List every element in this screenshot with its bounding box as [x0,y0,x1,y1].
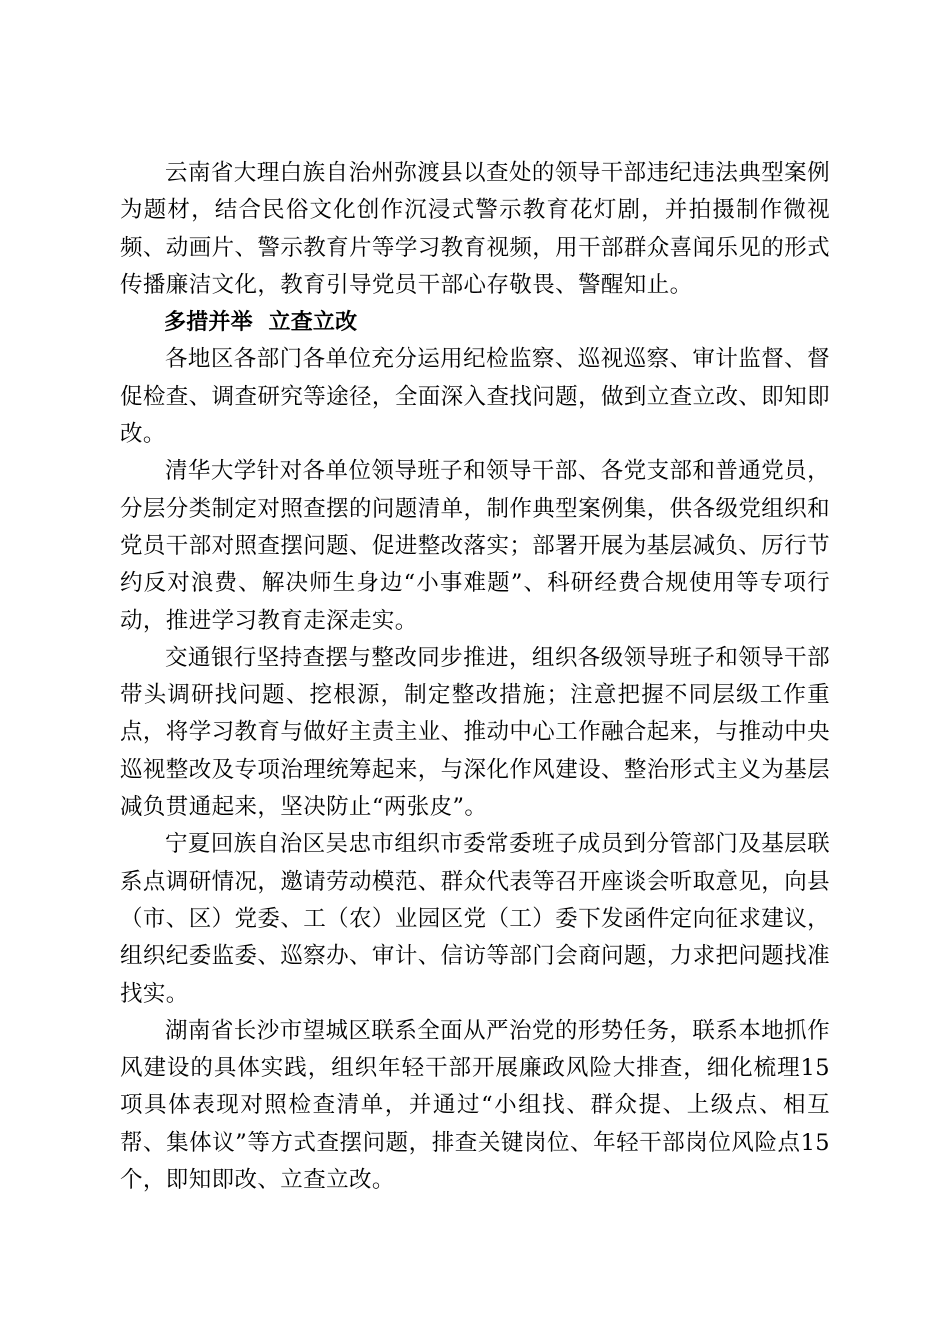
paragraph-overview: 各地区各部门各单位充分运用纪检监察、巡视巡察、审计监督、督促检查、调查研究等途径，全面深入查找问题，做到立查立改、即知即改。 [120,346,830,448]
paragraph-tsinghua: 清华大学针对各单位领导班子和领导干部、各党支部和普通党员，分层分类制定对照查摆的问题清单，制作典型案例集，供各级党组织和党员干部对照查摆问题、促进整改落实；部署开展为基层减负、厉行节约反对浪费、解决师生身边“小事难题”、科研经费合规使用等专项行动，推进学习教育走深走实。 [120,458,830,634]
paragraph-bocom: 交通银行坚持查摆与整改同步推进，组织各级领导班子和领导干部带头调研找问题、挖根源，制定整改措施；注意把握不同层级工作重点，将学习教育与做好主责主业、推动中心工作融合起来，与推动中央巡视整改及专项治理统筹起来，与深化作风建设、整治形式主义为基层减负贯通起来，坚决防止“两张皮”。 [120,644,830,821]
document-page [120,155,830,1199]
paragraph-mile-county: 云南省大理白族自治州弥渡县以查处的领导干部违纪违法典型案例为题材，结合民俗文化创作沉浸式警示教育花灯剧，并拍摄制作微视频、动画片、警示教育片等学习教育视频，用干部群众喜闻乐见的形式传播廉洁文化，教育引导党员干部心存敬畏、警醒知止。 [120,160,830,298]
paragraph-wuzhong: 宁夏回族自治区吴忠市组织市委常委班子成员到分管部门及基层联系点调研情况，邀请劳动模范、群众代表等召开座谈会听取意见，向县（市、区）党委、工（农）业园区党（工）委下发函件定向征求建议，组织纪委监委、巡察办、审计、信访等部门会商问题，力求把问题找准找实。 [120,831,830,1007]
paragraph-wangcheng: 湖南省长沙市望城区联系全面从严治党的形势任务，联系本地抓作风建设的具体实践，组织年轻干部开展廉政风险大排查，细化梳理15项具体表现对照检查清单，并通过“小组找、群众提、上级点、相互帮、集体议”等方式查摆问题，排查关键岗位、年轻干部岗位风险点15个，即知即改、立查立改。 [120,1017,830,1194]
section-heading: 多措并举 立查立改 [164,310,358,336]
